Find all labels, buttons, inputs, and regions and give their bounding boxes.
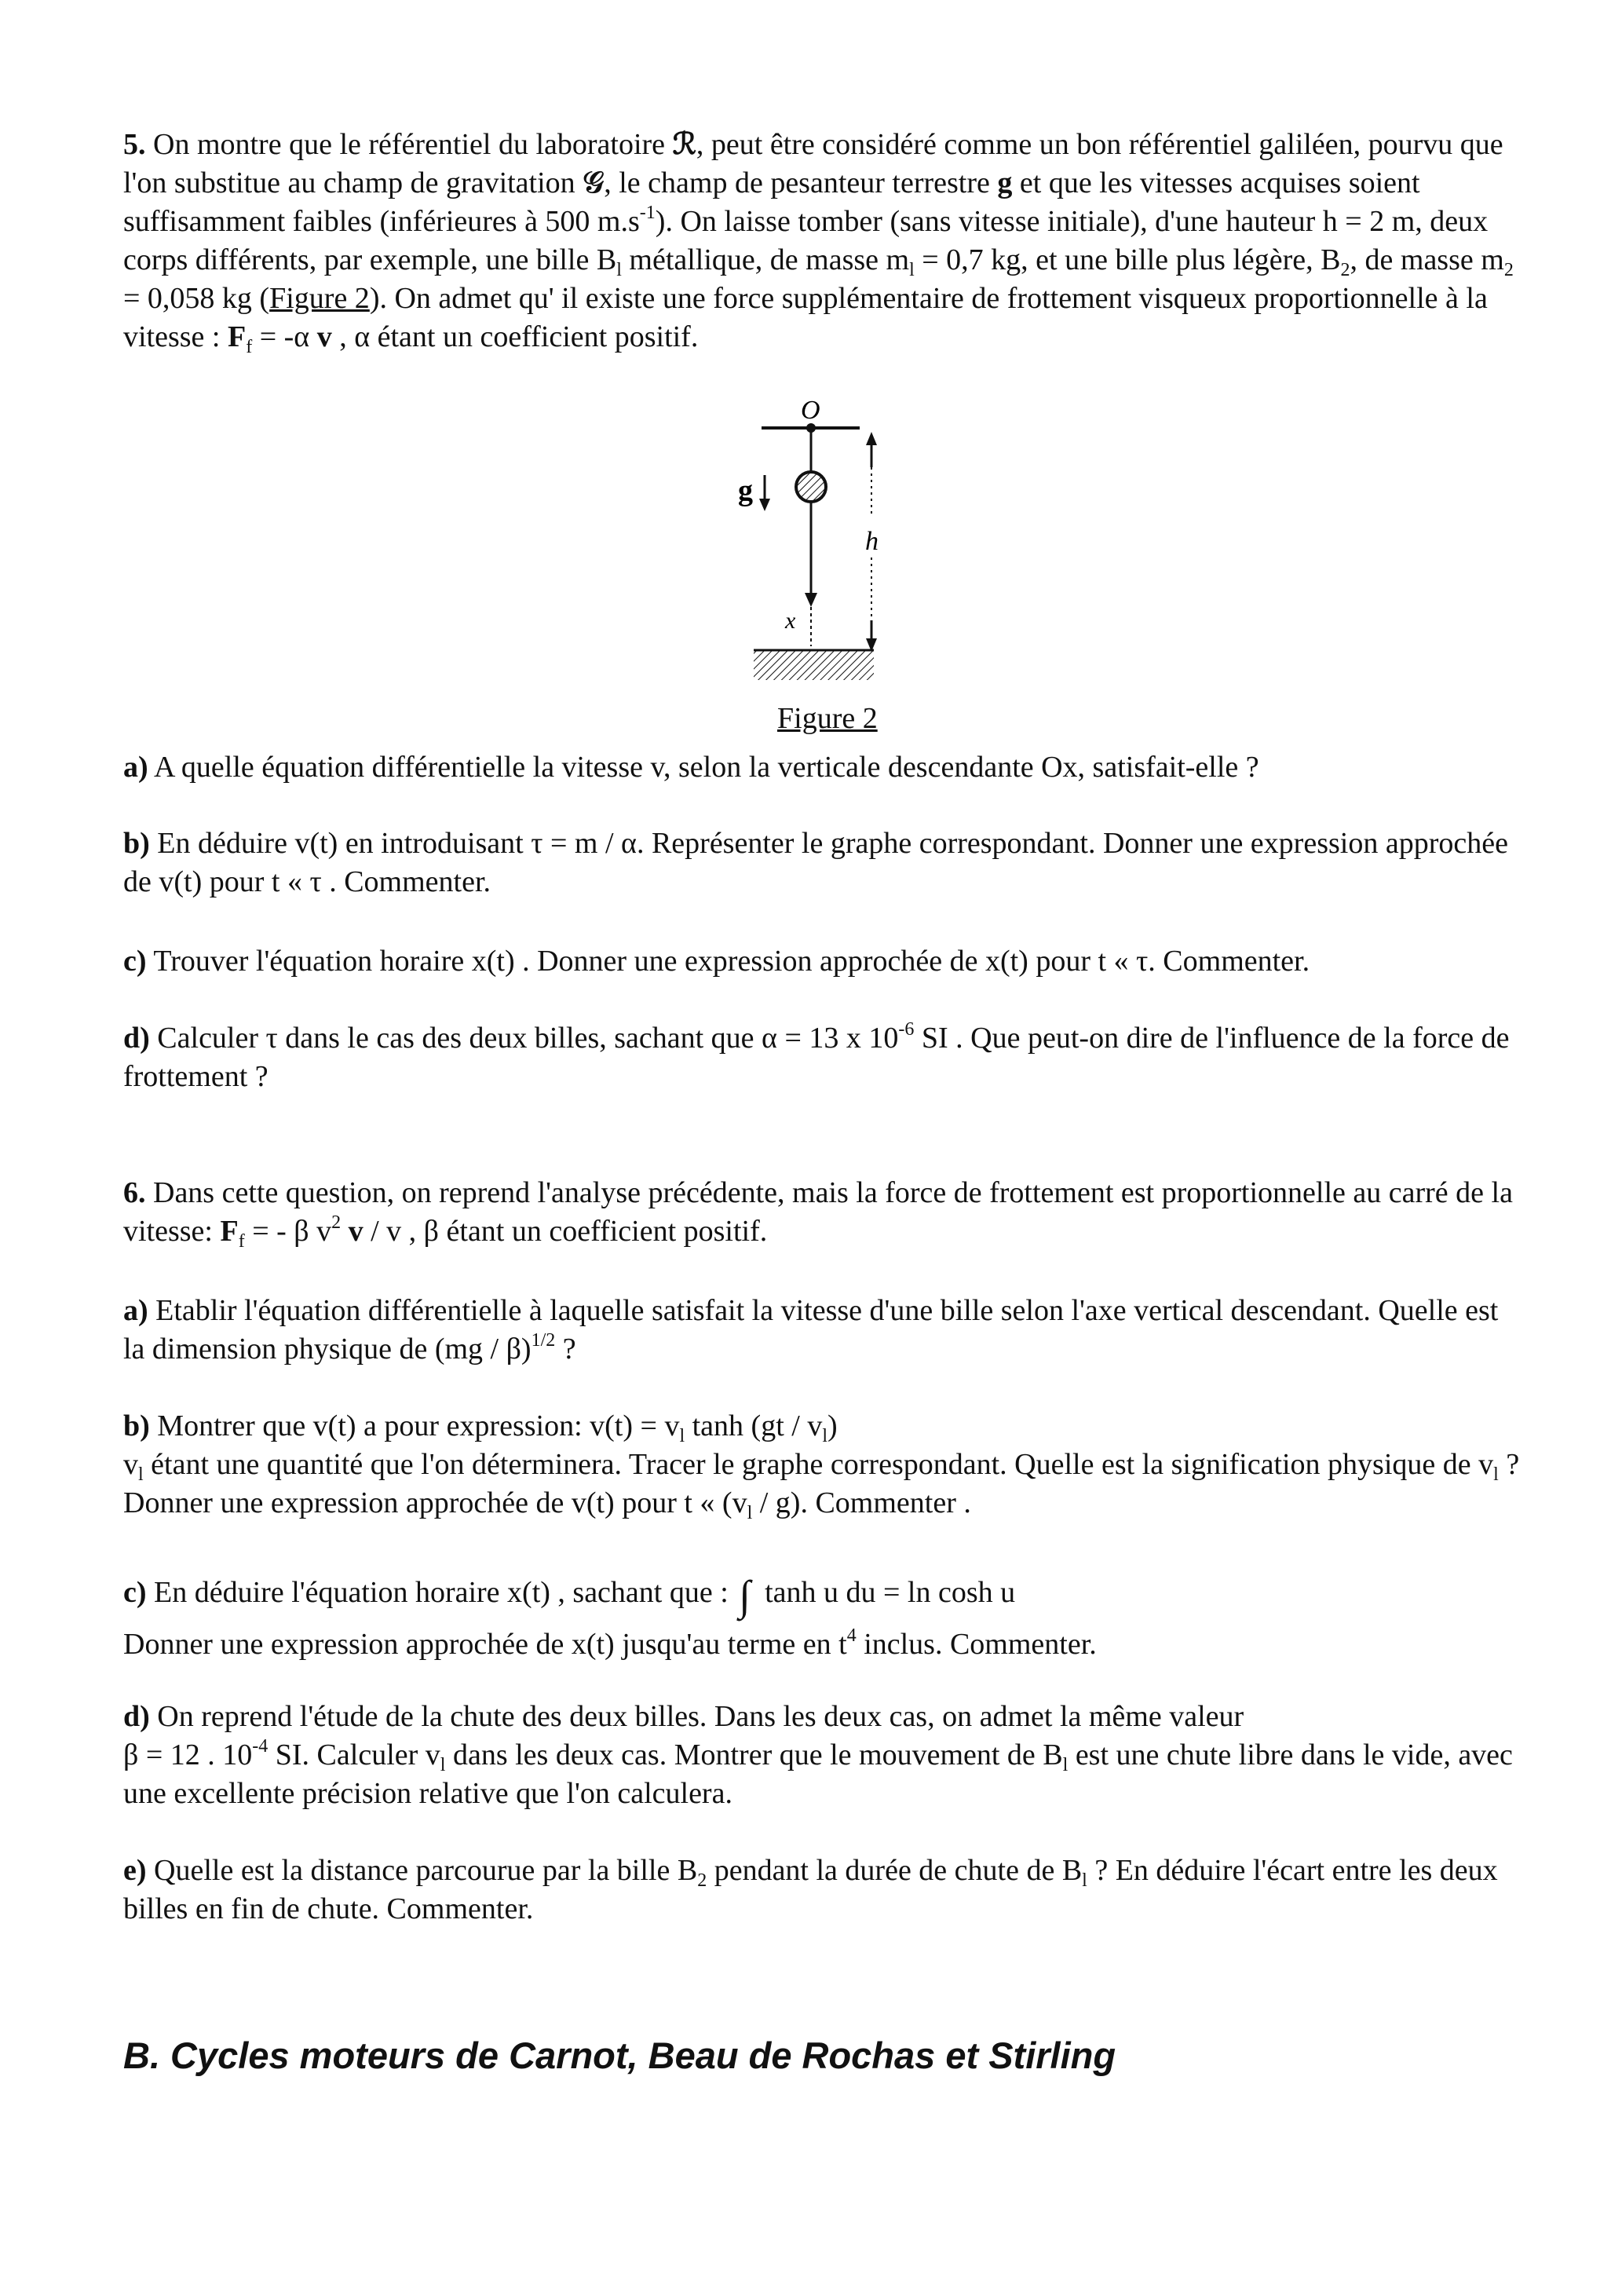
ball [796, 472, 826, 502]
question-6c: c) En déduire l'équation horaire x(t) , sachant que : ∫ tanh u du = ln cosh u Donner une expression approchée de x(t) jusqu'au terme en $t^4$ inclus. Commenter. [123, 1572, 1097, 1661]
question-5c: c) Trouver l'équation horaire x(t) . Donner une expression approchée de x(t) pour t « τ. Commenter. [123, 945, 1310, 978]
h-label: h [865, 527, 879, 556]
integral-sign: ∫ [739, 1572, 751, 1619]
figure-reference-link[interactable]: Figure 2 [269, 282, 370, 315]
question-5-intro: 5. On montre que le référentiel du laboratoire ℛ, peut être considéré comme un bon référentiel galiléen, pourvu que l'on substitue au champ de gravitation 𝒢, le champ de pesanteur terrestre g et que les vitesses acquises soient suffisamment faibles (inférieures à 500 $m.s^{-1}$). On laisse tomber (sans vitesse initiale), d'une hauteur h = 2 m, deux corps différents, par exemple, une bille $B_l$ métallique, de masse $m_l = 0,7$ kg, et une bille plus légère, $B_2$, de masse $m_2 = 0,058$ kg (Figure 2). On admet qu' il existe une force supplémentaire de frottement visqueux proportionnelle à la vitesse : $F_f = -\alpha$ v , α étant un coefficient positif. [123, 128, 1514, 357]
referential-symbol: ℛ [672, 128, 696, 161]
question-6-intro: 6. Dans cette question, on reprend l'analyse précédente, mais la force de frottement est proportionnelle au carré de la vitesse: $F_f$ = - β $v^2$ v / v , β étant un coefficient positif. [123, 1176, 1513, 1252]
question-6d: d) On reprend l'étude de la chute des deux billes. Dans les deux cas, on admet la même valeur β = 12 . $10^{-4}$ SI. Calculer $v_l$ dans les deux cas. Montrer que le mouvement de $B_l$ est une chute libre dans le vide, avec une excellente précision relative que l'on calculera. [123, 1700, 1513, 1810]
question-5a: a) A quelle équation différentielle la vitesse v, selon la verticale descendante Ox, satisfait-elle ? [123, 751, 1259, 784]
section-b-heading: B. Cycles moteurs de Carnot, Beau de Rochas et Stirling [123, 2035, 1116, 2076]
figure-2-diagram [738, 397, 942, 703]
gravitation-symbol: 𝒢 [583, 166, 605, 199]
figure-caption: Figure 2 [777, 702, 878, 735]
question-5d: d) Calculer τ dans le cas des deux billes, sachant que α = 13 x $10^{-6}$ SI . Que peut-on dire de l'influence de la force de frottement ? [123, 1019, 1510, 1093]
question-5b: b) En déduire v(t) en introduisant τ = m / α. Représenter le graphe correspondant. Donner une expression approchée de v(t) pour t « τ . Commenter. [123, 827, 1508, 898]
question-6b: b) Montrer que v(t) a pour expression: $v(t) = v_l$ $\tanh (gt / v_l)$ $v_l$ étant une quantité que l'on déterminera. Tracer le graphe correspondant. Quelle est la signification physique de $v_l$ ? Donner une expression approchée de v(t) pour t « $(v_l / g)$. Commenter . [123, 1409, 1520, 1523]
origin-label: O [801, 397, 820, 425]
h-arrow-up-icon [866, 432, 877, 445]
ground [754, 650, 874, 680]
g-label: g [738, 474, 753, 507]
question-number: 5. [123, 128, 146, 161]
x-label: x [785, 608, 796, 634]
question-6e: e) Quelle est la distance parcourue par la bille $B_2$ pendant la durée de chute de $B_l$ ? En déduire l'écart entre les deux billes en fin de chute. Commenter. [123, 1854, 1498, 1925]
question-6a: a) Etablir l'équation différentielle à laquelle satisfait la vitesse d'une bille selon l'axe vertical descendant. Quelle est la dimension physique de (mg / β)$^{1/2}$ ? [123, 1294, 1499, 1366]
